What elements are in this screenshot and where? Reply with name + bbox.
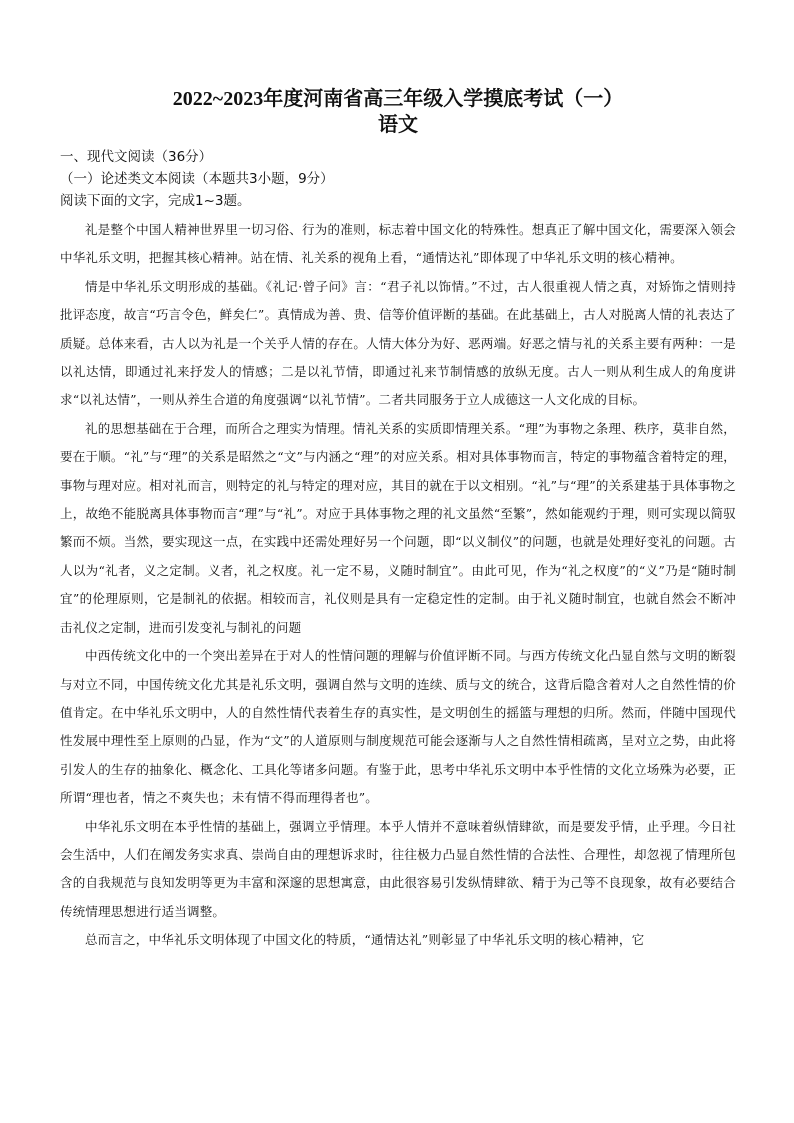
exam-title: 2022~2023年度河南省高三年级入学摸底考试（一） bbox=[172, 88, 624, 110]
passage-paragraph-3: 礼的思想基础在于合理，而所合之理实为情理。情礼关系的实质即情理关系。“理”为事物之条理、秩序，莫非自然，要在于顺。“礼”与“理”的关系是昭然之“文”与内涵之“理”的对应关系。相对具体事物而言，特定的事物蕴含着特定的理，事物与理对应。相对礼而言，则特定的礼与特定的理对应，其目的就在于以文相别。“礼”与“理”的关系建基于具体事物之上，故绝不能脱离具体事物而言“理”与“礼”。对应于具体事物之理的礼文虽然“至繁”，然如能观约于理，则可实现以简驭繁而不烦。当然，要实现这一点，在实践中还需处理好另一个问题，即“以义制仪”的问题，也就是处理好变礼的问题。古人以为“礼者，义之定制。义者，礼之权度。礼一定不易，义随时制宜”。由此可见，作为“礼之权度”的“义”乃是“随时制宜”的伦理原则，它是制礼的依据。相较而言，礼仪则是具有一定稳定性的定制。由于礼义随时制宜，也就自然会不断冲击礼仪之定制，进而引发变礼与制礼的问题 bbox=[60, 420, 736, 635]
passage-paragraph-4: 中西传统文化中的一个突出差异在于对人的性情问题的理解与价值评断不同。与西方传统文化凸显自然与文明的断裂与对立不同，中国传统文化尤其是礼乐文明，强调自然与文明的连续、质与文的统合，这背后隐含着对人之自然性情的价值肯定。在中华礼乐文明中，人的自然性情代表着生存的真实性，是文明创生的摇篮与理想的归所。然而，伴随中国现代性发展中理性至上原则的凸显，作为“文”的人道原则与制度规范可能会逐渐与人之自然性情相疏离，呈对立之势，由此将引发人的生存的抽象化、概念化、工具化等诸多问题。有鉴于此，思考中华礼乐文明中本乎性情的文化立场殊为必要，正所谓“理也者，情之不爽失也；未有情不得而理得者也”。 bbox=[60, 648, 736, 806]
passage-body bbox=[60, 216, 736, 955]
subsection-heading: （一）论述类文本阅读（本题共3小题，9分） bbox=[60, 171, 334, 187]
exam-page bbox=[60, 86, 736, 955]
section-heading: 一、现代文阅读（36分） bbox=[60, 149, 213, 165]
passage-paragraph-1: 礼是整个中国人精神世界里一切习俗、行为的准则，标志着中国文化的特殊性。想真正了解中国文化，需要深入领会中华礼乐文明，把握其核心精神。站在情、礼关系的视角上看，“通情达礼”即体现了中华礼乐文明的核心精神。 bbox=[60, 222, 736, 266]
subject-title: 语文 bbox=[378, 114, 418, 136]
reading-instruction: 阅读下面的文字，完成1~3题。 bbox=[60, 193, 251, 209]
passage-paragraph-5: 中华礼乐文明在本乎性情的基础上，强调立乎情理。本乎人情并不意味着纵情肆欲，而是要发乎情，止乎理。今日社会生活中，人们在阐发务实求真、崇尚自由的理想诉求时，往往极力凸显自然性情的合法性、合理性，却忽视了情理所包含的自我规范与良知发明等更为丰富和深邃的思想寓意，由此很容易引发纵情肆欲、精于为己等不良现象，故有必要结合传统情理思想进行适当调整。 bbox=[60, 818, 736, 919]
passage-paragraph-6: 总而言之，中华礼乐文明体现了中国文化的特质，“通情达礼”则彰显了中华礼乐文明的核心精神，它 bbox=[85, 932, 645, 948]
passage-paragraph-2: 情是中华礼乐文明形成的基础。《礼记·曾子问》言：“君子礼以饰情。”不过，古人很重视人情之真，对矫饰之情则持批评态度，故言“巧言令色，鲜矣仁”。真情成为善、贵、信等价值评断的基础。在此基础上，古人对脱离人情的礼表达了质疑。总体来看，古人以为礼是一个关乎人情的存在。人情大体分为好、恶两端。好恶之情与礼的关系主要有两种：一是以礼达情，即通过礼来抒发人的情感；二是以礼节情，即通过礼来节制情感的放纵无度。古人一则从利生成人的角度讲求“以礼达情”，一则从养生合道的角度强调“以礼节情”。二者共同服务于立人成德这一人文化成的目标。 bbox=[60, 278, 736, 408]
